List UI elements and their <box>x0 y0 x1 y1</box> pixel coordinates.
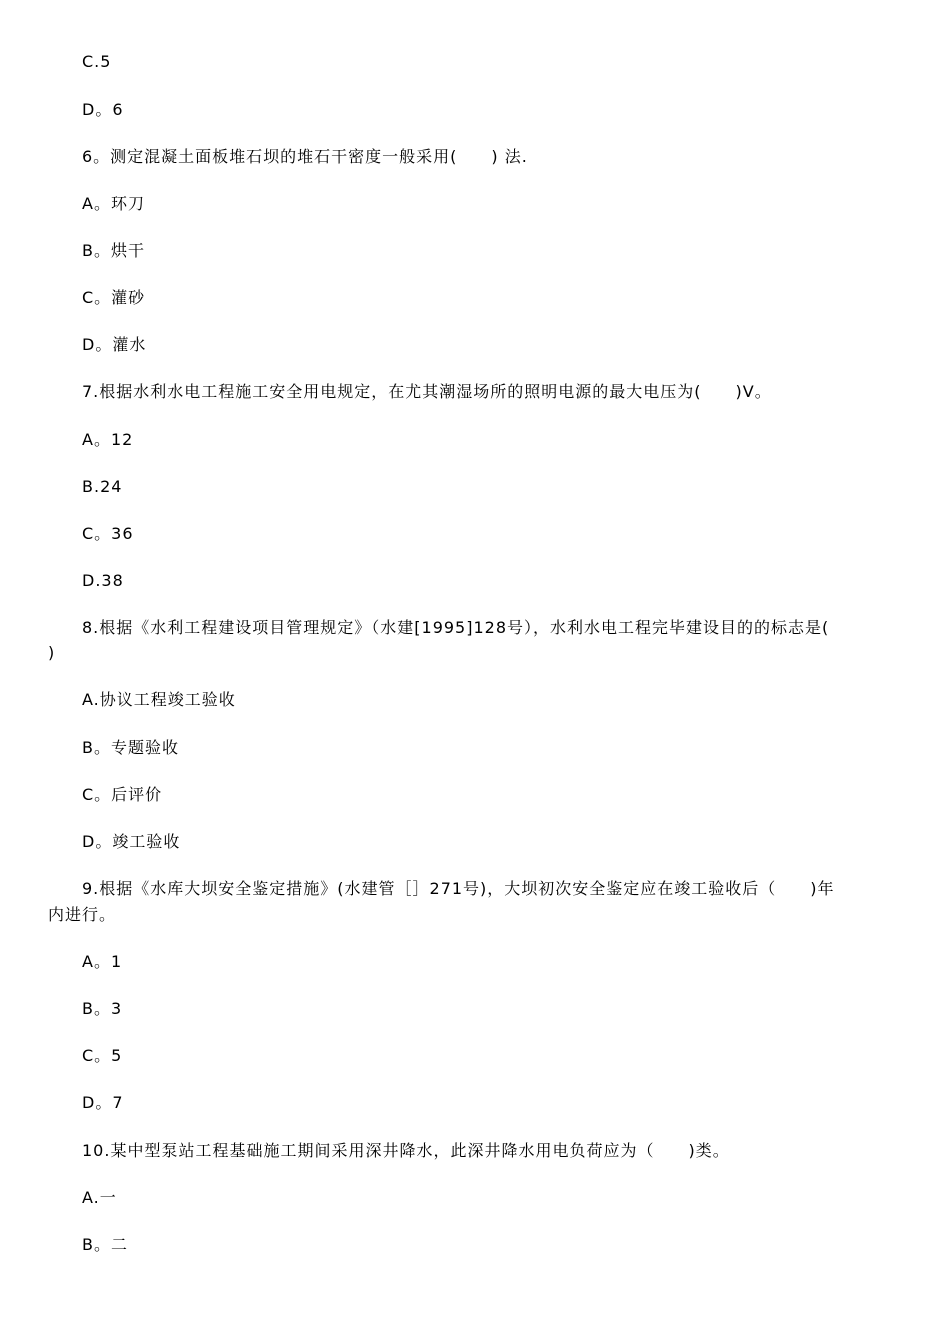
option-c-q6: C。灌砂 <box>82 288 146 307</box>
option-c-q7: C。36 <box>82 524 134 543</box>
option-a-q8: A.协议工程竣工验收 <box>82 690 236 709</box>
option-b-q6: B。烘干 <box>82 241 145 260</box>
question-7: 7.根据水利水电工程施工安全用电规定，在尤其潮湿场所的照明电源的最大电压为( )V。 <box>82 382 772 401</box>
option-a-q6: A。环刀 <box>82 194 145 213</box>
question-10: 10.某中型泵站工程基础施工期间采用深井降水，此深井降水用电负荷应为（ )类。 <box>82 1141 730 1160</box>
option-c-q8: C。后评价 <box>82 785 163 804</box>
option-c-q9: C。5 <box>82 1046 123 1065</box>
question-9-continuation: 内进行。 <box>48 905 117 924</box>
option-d-q5: D。6 <box>82 100 124 119</box>
option-b-q7: B.24 <box>82 477 123 496</box>
option-a-q7: A。12 <box>82 430 134 449</box>
question-8-continuation: ) <box>48 643 56 662</box>
option-d-q7: D.38 <box>82 571 124 590</box>
option-c-q5: C.5 <box>82 52 112 71</box>
option-b-q9: B。3 <box>82 999 123 1018</box>
option-d-q9: D。7 <box>82 1093 124 1112</box>
option-b-q10: B。二 <box>82 1235 128 1254</box>
option-a-q9: A。1 <box>82 952 123 971</box>
question-8: 8.根据《水利工程建设项目管理规定》（水建[1995]128号），水利水电工程完毕建设目的的标志是( <box>82 618 830 637</box>
option-d-q8: D。竣工验收 <box>82 832 181 851</box>
option-d-q6: D。灌水 <box>82 335 147 354</box>
option-b-q8: B。专题验收 <box>82 738 179 757</box>
question-9: 9.根据《水库大坝安全鉴定措施》(水建管［］271号)，大坝初次安全鉴定应在竣工验收后（ )年 <box>82 879 835 898</box>
question-6: 6。测定混凝土面板堆石坝的堆石干密度一般采用( ) 法. <box>82 147 528 166</box>
option-a-q10: A.一 <box>82 1188 117 1207</box>
